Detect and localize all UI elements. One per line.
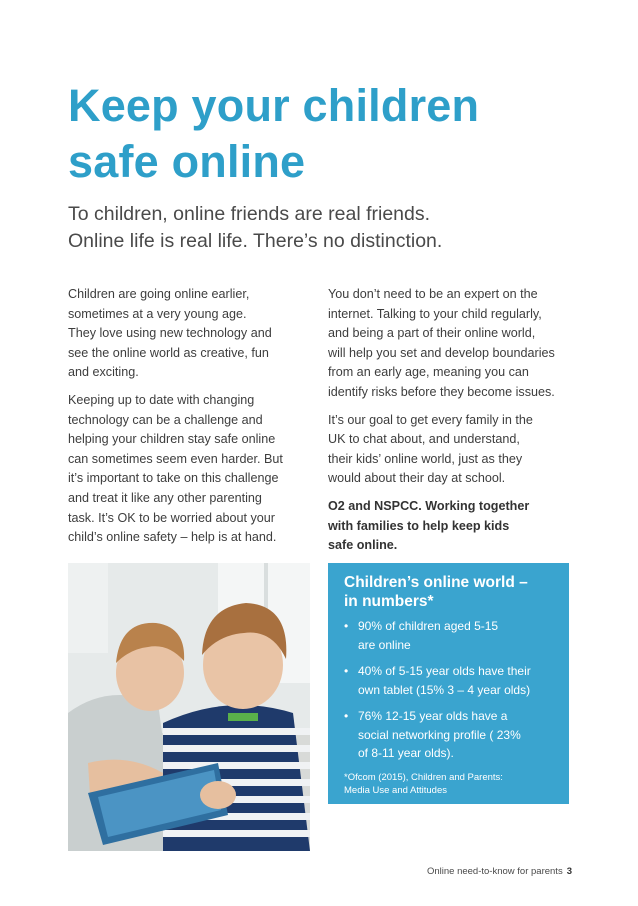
text-line: technology can be a challenge and xyxy=(68,412,263,427)
stats-footnote xyxy=(344,771,555,797)
text-line: They love using new technology and xyxy=(68,326,272,341)
text-line: 40% of 5-15 year olds have their xyxy=(358,664,531,678)
list-item xyxy=(344,662,555,699)
text-line: You don’t need to be an expert on the xyxy=(328,287,538,301)
bullet-icon: • xyxy=(344,709,349,723)
page-subtitle xyxy=(68,201,588,255)
right-column xyxy=(328,285,578,564)
text-line: sometimes at a very young age. xyxy=(68,306,247,321)
left-paragraph-2 xyxy=(68,391,308,548)
list-item xyxy=(344,617,555,654)
right-paragraph-1 xyxy=(328,285,578,403)
subtitle-line-2: Online life is real life. There’s no distinction. xyxy=(68,230,443,252)
text-line: 90% of children aged 5-15 xyxy=(358,619,499,633)
text-line: O2 and NSPCC. Working together xyxy=(328,498,530,513)
right-paragraph-2 xyxy=(328,411,578,489)
text-line: child’s online safety – help is at hand. xyxy=(68,530,277,545)
text-line: with families to help keep kids xyxy=(328,518,510,533)
photo-illustration xyxy=(68,563,310,851)
text-line: Children are going online earlier, xyxy=(68,287,250,301)
left-column xyxy=(68,285,308,556)
text-line: own tablet (15% 3 – 4 year olds) xyxy=(358,682,531,697)
stats-list xyxy=(344,617,555,763)
stats-title xyxy=(344,573,555,611)
stats-box xyxy=(328,563,569,804)
text-line: identify risks before they become issues. xyxy=(328,384,555,399)
subtitle-line-1: To children, online friends are real friends. xyxy=(68,203,431,225)
footnote-line-2: Media Use and Attitudes xyxy=(344,784,447,796)
page-footer xyxy=(330,866,572,877)
footnote-line-1: *Ofcom (2015), Children and Parents: xyxy=(344,771,503,783)
page-title xyxy=(68,78,588,190)
text-line: will help you set and develop boundaries xyxy=(328,345,555,360)
text-line: from an early age, meaning you can xyxy=(328,365,529,380)
children-tablet-photo xyxy=(68,563,310,851)
text-line: It’s our goal to get every family in the xyxy=(328,412,533,427)
text-line: can sometimes seem even harder. But xyxy=(68,451,283,466)
text-line: it’s important to take on this challenge xyxy=(68,471,279,486)
text-line: 76% 12-15 year olds have a xyxy=(358,709,508,723)
text-line: and treat it like any other parenting xyxy=(68,490,262,505)
text-line: would about their day at school. xyxy=(328,471,506,486)
bullet-icon: • xyxy=(344,619,349,633)
bullet-icon: • xyxy=(344,664,349,678)
text-line: UK to chat about, and understand, xyxy=(328,432,520,447)
page-number: 3 xyxy=(566,866,572,877)
footer-label: Online need-to-know for parents xyxy=(426,866,563,877)
stats-title-line-1: Children’s online world – xyxy=(344,574,528,591)
text-line: see the online world as creative, fun xyxy=(68,345,269,360)
text-line: are online xyxy=(358,637,411,652)
right-paragraph-bold xyxy=(328,497,578,556)
text-line: task. It’s OK to be worried about your xyxy=(68,510,275,525)
page-title-line-2: safe online xyxy=(68,136,306,187)
page-title-line-1: Keep your children xyxy=(68,80,480,131)
left-paragraph-1 xyxy=(68,285,308,383)
list-item xyxy=(344,707,555,763)
text-line: safe online. xyxy=(328,538,398,553)
text-line: and being a part of their online world, xyxy=(328,326,536,341)
text-line: and exciting. xyxy=(68,365,139,380)
text-line: helping your children stay safe online xyxy=(68,432,276,447)
text-line: their kids’ online world, just as they xyxy=(328,451,523,466)
text-line: internet. Talking to your child regularly, xyxy=(328,306,542,321)
stats-title-line-2: in numbers* xyxy=(344,593,434,610)
text-line: social networking profile ( 23% xyxy=(358,727,521,742)
text-line: Keeping up to date with changing xyxy=(68,392,255,407)
text-line: of 8-11 year olds). xyxy=(358,746,454,760)
